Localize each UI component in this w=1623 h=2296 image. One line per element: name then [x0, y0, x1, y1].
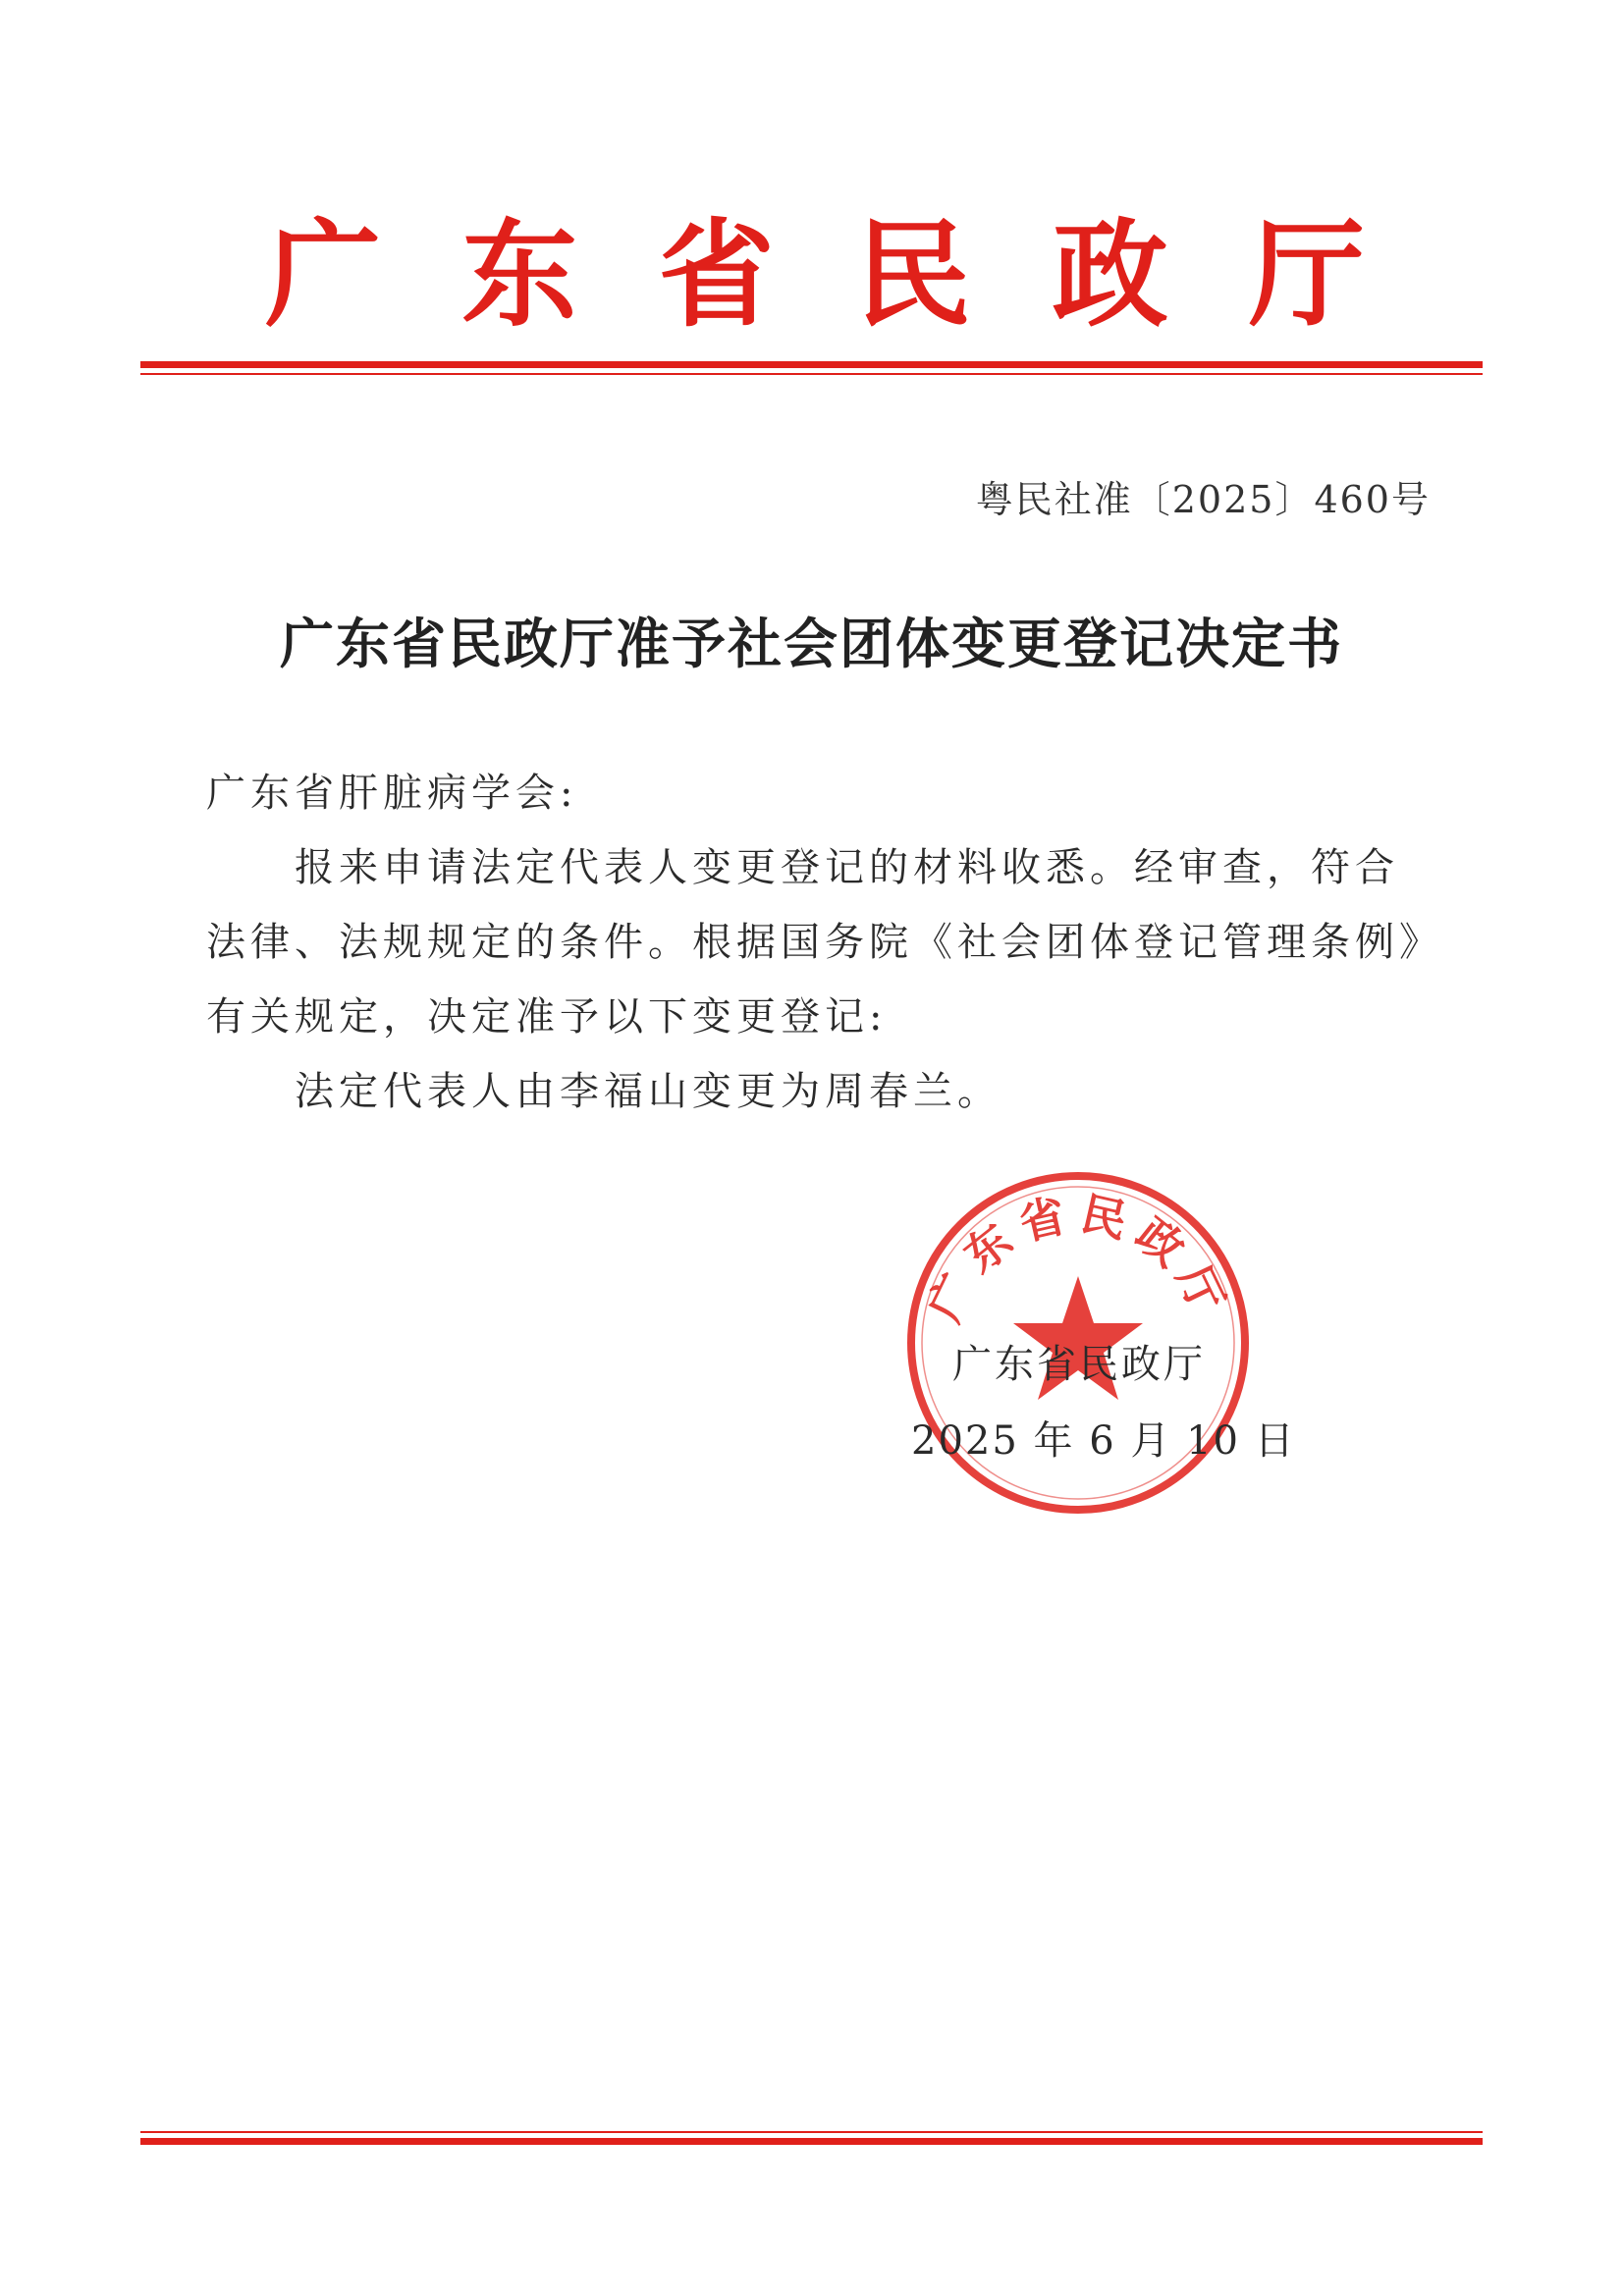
seal-text: 广东省民政厅: [917, 1186, 1239, 1330]
footer-rule-thick: [140, 2138, 1483, 2145]
letterhead-char: 政: [1052, 207, 1168, 343]
document-body: [206, 756, 1424, 1129]
signature-organization: 广东省民政厅: [952, 1342, 1206, 1387]
document-number: 粤民社准〔2025〕460号: [975, 478, 1431, 521]
recipient-line: 广东省肝脏病学会:: [206, 771, 578, 816]
body-paragraph: 报来申请法定代表人变更登记的材料收悉。经审查，符合法律、法规规定的条件。根据国务院《社会团体登记管理条例》有关规定，决定准予以下变更登记:: [206, 845, 1424, 1040]
letterhead-char: 厅: [1248, 207, 1365, 343]
footer-rule-thin: [140, 2131, 1483, 2133]
document-title: 广东省民政厅准予社会团体变更登记决定书: [279, 612, 1343, 675]
letterhead-char: 东: [461, 207, 578, 343]
letterhead-char: 省: [658, 207, 775, 343]
body-paragraph: 法定代表人由李福山变更为周春兰。: [295, 1069, 1001, 1114]
header-rule-thin: [140, 373, 1483, 375]
letterhead-char: 民: [855, 207, 972, 343]
signature-date: 2025 年 6 月 10 日: [911, 1418, 1296, 1464]
letterhead-char: 广: [265, 207, 382, 343]
letterhead-title: [265, 206, 1365, 344]
header-rule-thick: [140, 361, 1483, 368]
